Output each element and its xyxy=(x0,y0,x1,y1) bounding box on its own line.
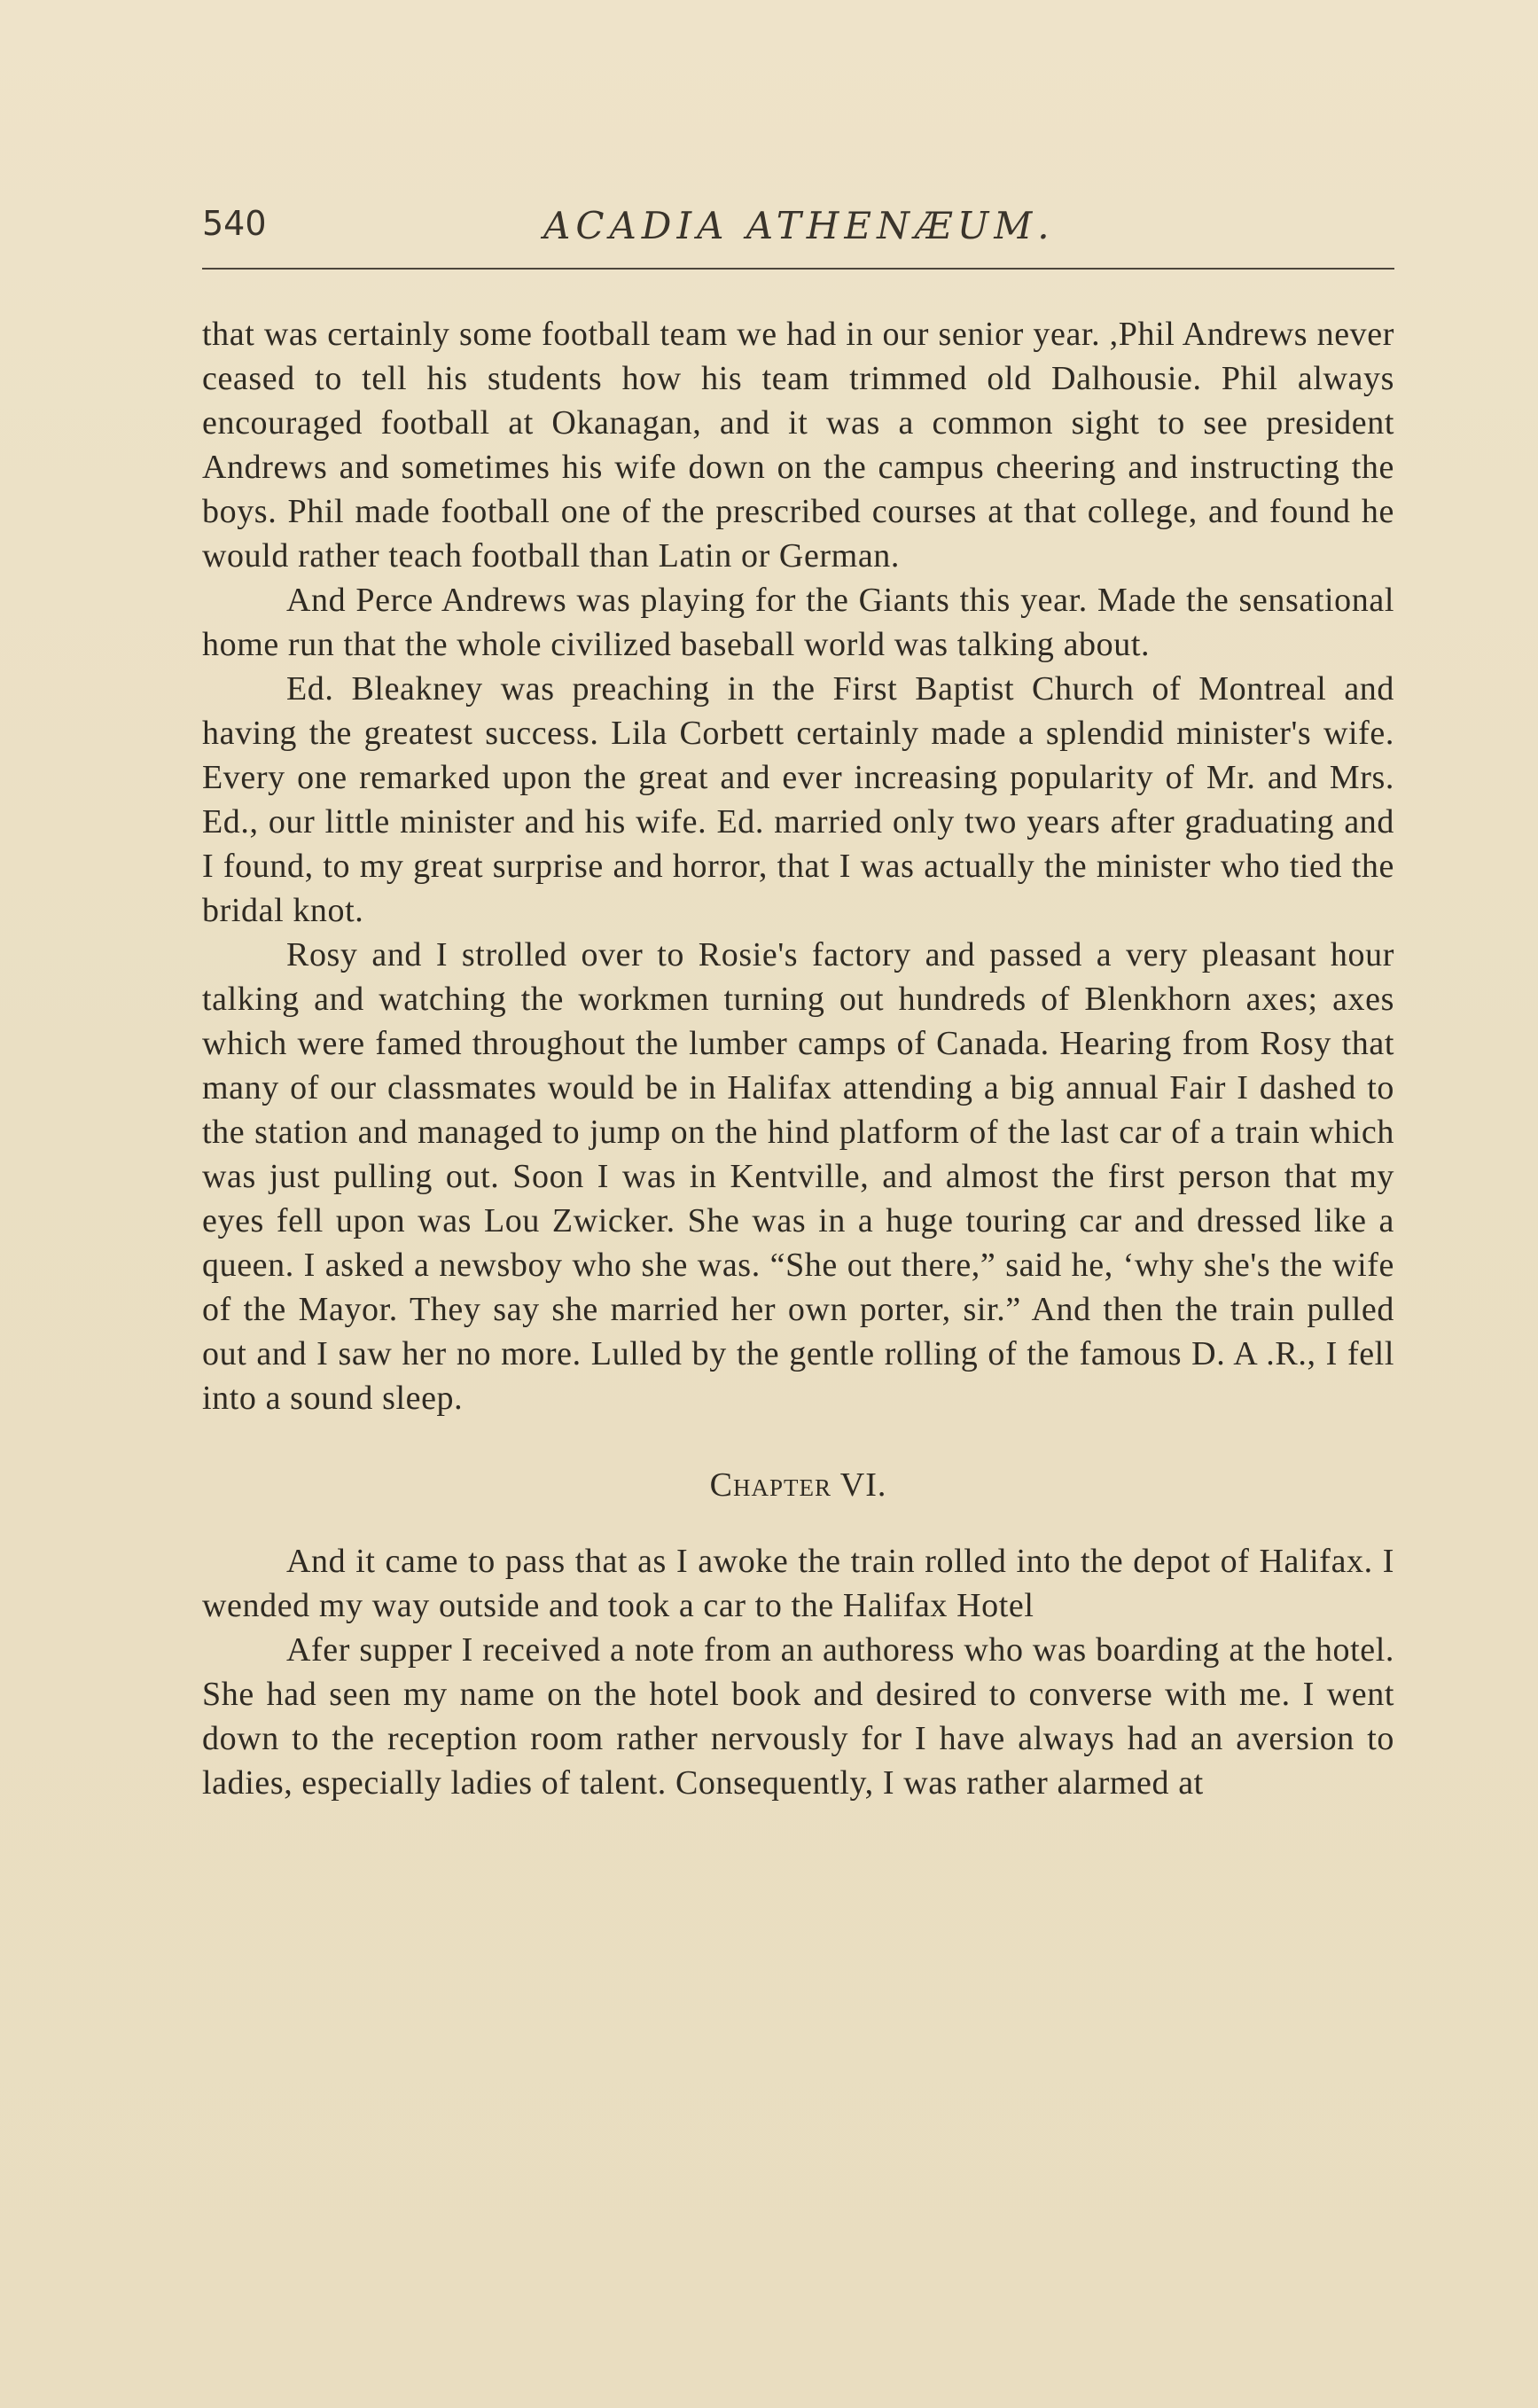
running-head xyxy=(202,204,1394,257)
paragraph: Afer supper I received a note from an authoress who was boarding at the hotel. She had seen my name on the hotel book and desired to converse with me. I went down to the reception room rather nervously for I have always had an aversion to ladies, especially ladies of talent. Consequently, I was rather alarmed at xyxy=(202,1631,1394,1802)
header-rule xyxy=(202,268,1394,270)
paragraph: And it came to pass that as I awoke the train rolled into the depot of Halifax. I wended my way outside and took a car to the Halifax Hotel xyxy=(202,1543,1394,1624)
paragraph-continued: that was certainly some football team we had in our senior year. ,Phil Andrews never ceased to tell his students how his team trimmed old Dalhousie. Phil always encouraged football at Okanagan, and it was a common sight to see president Andrews and sometimes his wife down on the campus cheering and instructing the boys. Phil made football one of the prescribed courses at that college, and found he would rather teach football than Latin or German. xyxy=(202,316,1394,575)
article-text xyxy=(202,312,1394,1805)
paragraph: Rosy and I strolled over to Rosie's factory and passed a very pleasant hour talking and watching the workmen turning out hundreds of Blenkhorn axes; axes which were famed throughout the lumber camps of Canada. Hearing from Rosy that many of our classmates would be in Halifax attending a big annual Fair I dashed to the station and managed to jump on the hind platform of the last car of a train which was just pulling out. Soon I was in Kentville, and almost the first person that my eyes fell upon was Lou Zwicker. She was in a huge touring car and dressed like a queen. I asked a newsboy who she was. “She out there,” said he, ‘why she's the wife of the Mayor. They say she married her own porter, sir.” And then the train pulled out and I saw her no more. Lulled by the gentle rolling of the famous D. A .R., I fell into a sound sleep. xyxy=(202,936,1394,1417)
journal-title: ACADIA ATHENÆUM. xyxy=(543,204,1055,247)
page-number: 540 xyxy=(202,204,267,243)
paragraph: And Perce Andrews was playing for the Giants this year. Made the sensational home run that the whole civilized baseball world was talking about. xyxy=(202,582,1394,663)
paragraph: Ed. Bleakney was preaching in the First Baptist Church of Montreal and having the greatest success. Lila Corbett certainly made a splendid minister's wife. Every one remarked upon the great and ever increasing popularity of Mr. and Mrs. Ed., our little minister and his wife. Ed. married only two years after graduating and I found, to my great surprise and horror, that I was actually the minister who tied the bridal knot. xyxy=(202,670,1394,929)
chapter-heading: Chapter VI. xyxy=(709,1466,887,1504)
